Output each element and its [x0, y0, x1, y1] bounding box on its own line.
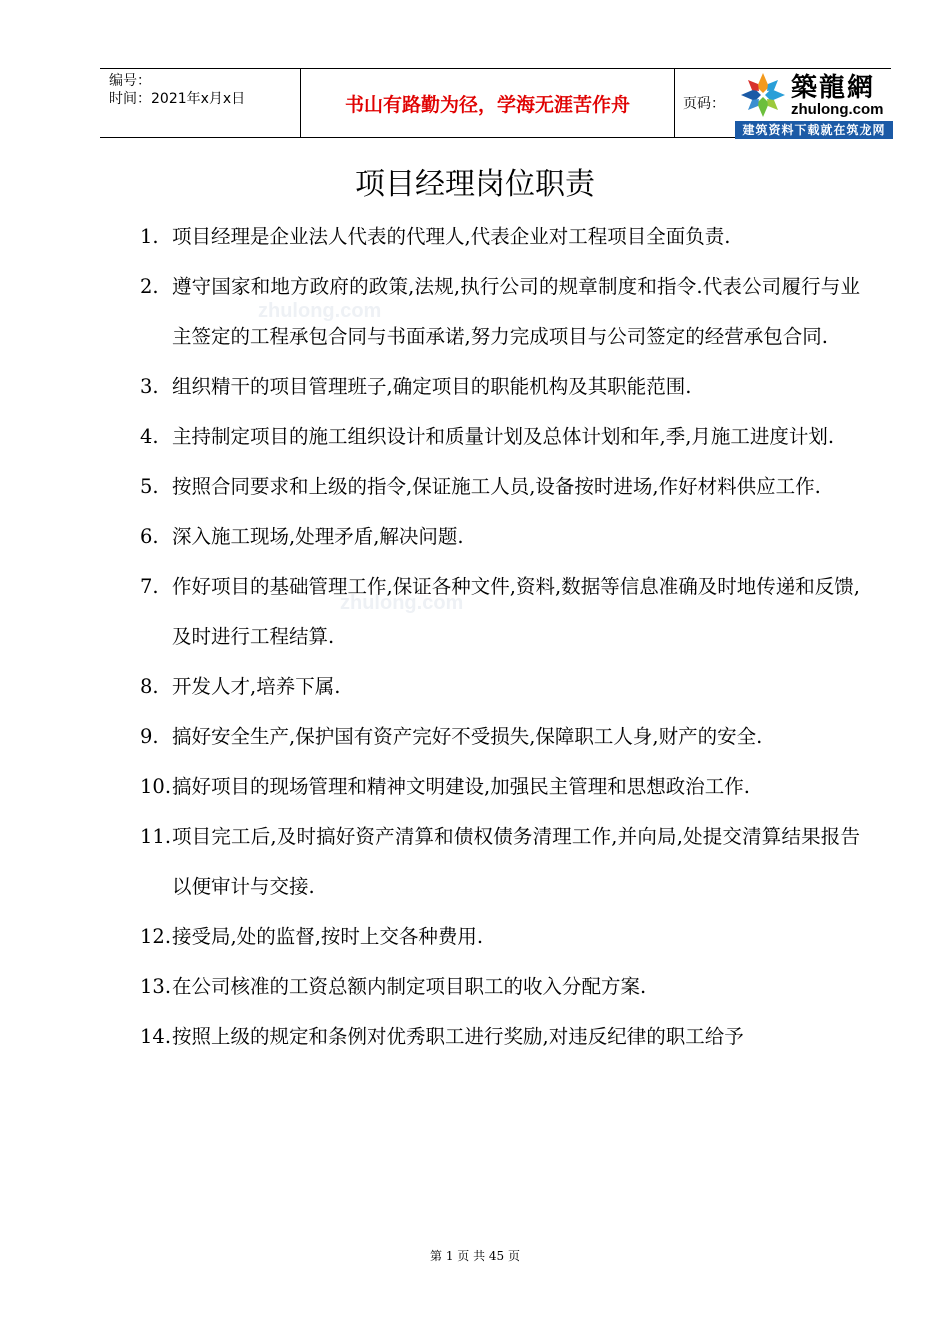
item-text: 项目完工后,及时搞好资产清算和债权债务清理工作,并向局,处提交清算结果报告以便审计与交接.	[172, 825, 860, 898]
item-text: 遵守国家和地方政府的政策,法规,执行公司的规章制度和指令.代表公司履行与业主签定的工程承包合同与书面承诺,努力完成项目与公司签定的经营承包合同.	[172, 275, 860, 348]
logo-tagline: 建筑资料下载就在筑龙网	[735, 121, 893, 139]
list-item	[140, 662, 860, 712]
list-item	[140, 562, 860, 662]
list-item	[140, 962, 860, 1012]
item-text: 深入施工现场,处理矛盾,解决问题.	[172, 525, 464, 548]
document-header	[100, 68, 891, 138]
list-item	[140, 212, 860, 262]
item-number: 8.	[140, 675, 159, 698]
item-text: 按照合同要求和上级的指令,保证施工人员,设备按时进场,作好材料供应工作.	[172, 475, 821, 498]
header-meta-cell	[100, 69, 301, 137]
item-number: 3.	[140, 375, 159, 398]
item-number: 10.	[140, 775, 172, 798]
item-number: 5.	[140, 475, 159, 498]
item-number: 11.	[140, 825, 172, 848]
item-number: 7.	[140, 575, 159, 598]
logo-en-text: zhulong.com	[791, 101, 884, 118]
item-text: 主持制定项目的施工组织设计和质量计划及总体计划和年,季,月施工进度计划.	[172, 425, 835, 448]
item-number: 12.	[140, 925, 172, 948]
watermark: zhulong.com	[340, 592, 464, 614]
slogan: 书山有路勤为径，学海无涯苦作舟	[344, 93, 630, 116]
item-number: 6.	[140, 525, 159, 548]
list-item	[140, 812, 860, 912]
item-number: 4.	[140, 425, 159, 448]
page-title: 项目经理岗位职责	[355, 167, 595, 202]
list-item	[140, 412, 860, 462]
item-text: 按照上级的规定和条例对优秀职工进行奖励,对违反纪律的职工给予	[172, 1025, 744, 1048]
duty-list	[140, 212, 860, 1062]
page-cell	[675, 69, 891, 137]
item-number: 2.	[140, 275, 159, 298]
list-item	[140, 462, 860, 512]
item-text: 搞好项目的现场管理和精神文明建设,加强民主管理和思想政治工作.	[172, 775, 750, 798]
list-item	[140, 712, 860, 762]
item-text: 项目经理是企业法人代表的代理人,代表企业对工程项目全面负责.	[172, 225, 731, 248]
number-label: 编号：	[109, 73, 151, 89]
zhulong-logo-icon	[739, 71, 787, 119]
page-footer: 第 1 页 共 45 页	[430, 1249, 520, 1263]
item-text: 开发人才,培养下属.	[172, 675, 341, 698]
item-text: 接受局,处的监督,按时上交各种费用.	[172, 925, 484, 948]
page-label: 页码：	[683, 96, 725, 112]
logo-cn-text: 築龍網	[791, 73, 876, 103]
zhulong-logo	[735, 63, 893, 143]
list-item	[140, 262, 860, 362]
item-text: 组织精干的项目管理班子,确定项目的职能机构及其职能范围.	[172, 375, 692, 398]
item-number: 13.	[140, 975, 172, 998]
list-item	[140, 362, 860, 412]
item-number: 9.	[140, 725, 159, 748]
list-item	[140, 912, 860, 962]
item-text: 在公司核准的工资总额内制定项目职工的收入分配方案.	[172, 975, 647, 998]
slogan-cell	[301, 69, 675, 137]
list-item	[140, 1012, 860, 1062]
list-item	[140, 512, 860, 562]
item-number: 1.	[140, 225, 159, 248]
item-number: 14.	[140, 1025, 172, 1048]
watermark: zhulong.com	[258, 300, 382, 322]
item-text: 搞好安全生产,保护国有资产完好不受损失,保障职工人身,财产的安全.	[172, 725, 763, 748]
time-label: 时间：2021年x月x日	[109, 91, 246, 107]
item-text: 作好项目的基础管理工作,保证各种文件,资料,数据等信息准确及时地传递和反馈,及时进行工程结算.	[172, 575, 860, 648]
list-item	[140, 762, 860, 812]
